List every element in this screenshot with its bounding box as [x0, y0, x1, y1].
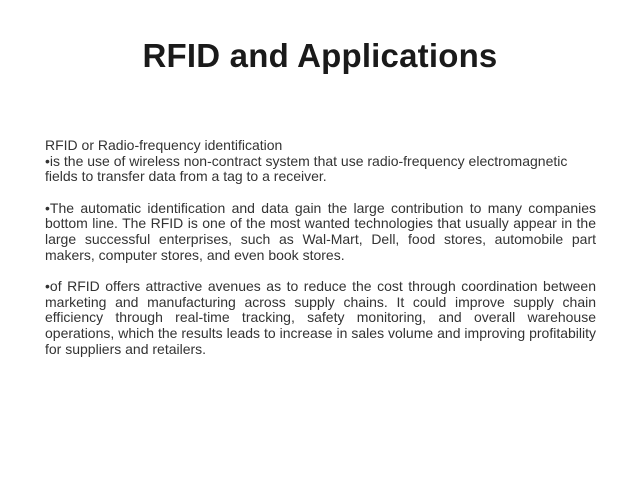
slide-body — [45, 138, 596, 357]
bullet-supply-chain: •of RFID offers attractive avenues as to reduce the cost through coordination between marketing and manufacturing across supply chains. It could improve supply chain efficiency through real-time tracking, safety monitoring, and overall warehouse operations, which the results leads to increase in sales volume and improving profitability for suppliers and retailers. — [45, 278, 596, 357]
paragraph-spacer — [45, 185, 596, 201]
slide-title: RFID and Applications — [142, 37, 498, 74]
bullet-identification: •The automatic identification and data gain the large contribution to many companies bottom line. The RFID is one of the most wanted technologies that usually appear in the large successful enterprises, such as Wal-Mart, Dell, food stores, automobile part makers, computer stores, and even book stores. — [45, 199, 596, 263]
paragraph-spacer — [45, 263, 596, 279]
body-intro: RFID or Radio-frequency identification — [45, 137, 283, 153]
bullet-definition: •is the use of wireless non-contract system that use radio-frequency electromagnetic fields to transfer data from a tag to a receiver. — [45, 152, 568, 185]
